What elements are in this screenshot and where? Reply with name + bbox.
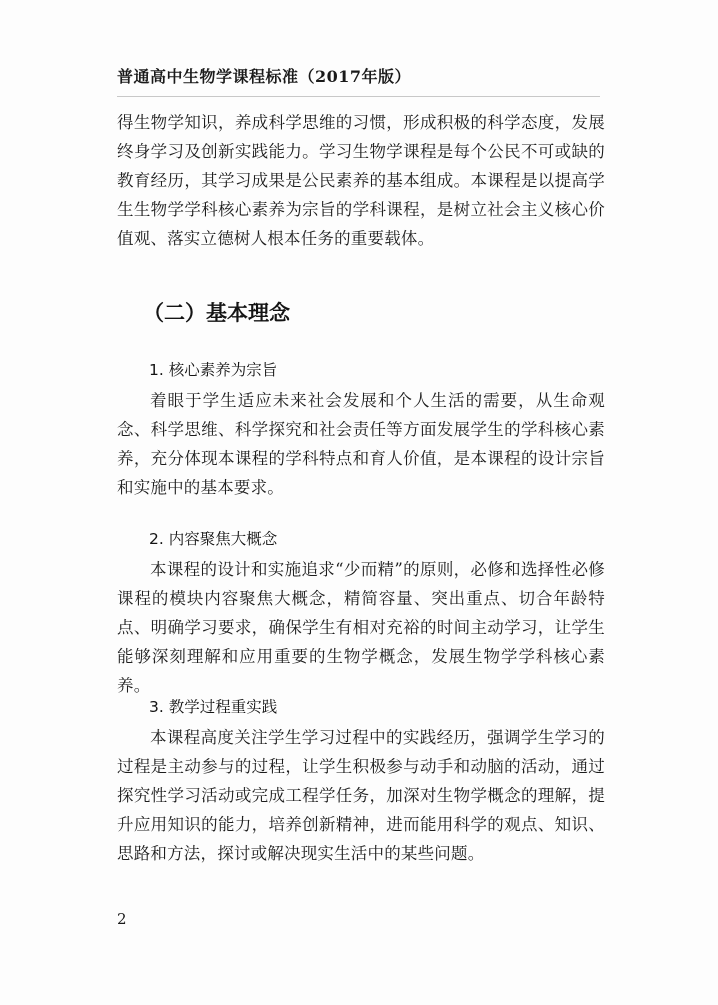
running-header: 普通高中生物学课程标准（2017年版） bbox=[117, 67, 412, 86]
header-rule bbox=[117, 96, 600, 97]
subheading-core-literacy: 1. 核心素养为宗旨 bbox=[149, 361, 278, 379]
paragraph-practice: 本课程高度关注学生学习过程中的实践经历，强调学生学习的过程是主动参与的过程，让学生积极参与动手和动脑的活动，通过探究性学习活动或完成工程学任务，加深对生物学概念的理解，提升应用知识的能力，培养创新精神，进而能用科学的观点、知识、思路和方法，探讨或解决现实生活中的某些问题。 bbox=[117, 728, 605, 863]
paragraph-core-literacy: 着眼于学生适应未来社会发展和个人生活的需要，从生命观念、科学思维、科学探究和社会责任等方面发展学生的学科核心素养，充分体现本课程的学科特点和育人价值，是本课程的设计宗旨和实施中的基本要求。 bbox=[117, 391, 605, 497]
subheading-big-concepts: 2. 内容聚焦大概念 bbox=[149, 530, 278, 548]
section-title: （二）基本理念 bbox=[143, 300, 290, 325]
intro-paragraph: 得生物学知识，养成科学思维的习惯，形成积极的科学态度，发展终身学习及创新实践能力。学习生物学课程是每个公民不可或缺的教育经历，其学习成果是公民素养的基本组成。本课程是以提高学生生物学学科核心素养为宗旨的学科课程，是树立社会主义核心价值观、落实立德树人根本任务的重要载体。 bbox=[117, 113, 605, 248]
subheading-practice: 3. 教学过程重实践 bbox=[149, 698, 278, 716]
paragraph-big-concepts: 本课程的设计和实施追求“少而精”的原则，必修和选择性必修课程的模块内容聚焦大概念，精简容量、突出重点、切合年龄特点、明确学习要求，确保学生有相对充裕的时间主动学习，让学生能够深刻理解和应用重要的生物学概念，发展生物学学科核心素养。 bbox=[117, 560, 605, 695]
page-number: 2 bbox=[117, 910, 127, 928]
